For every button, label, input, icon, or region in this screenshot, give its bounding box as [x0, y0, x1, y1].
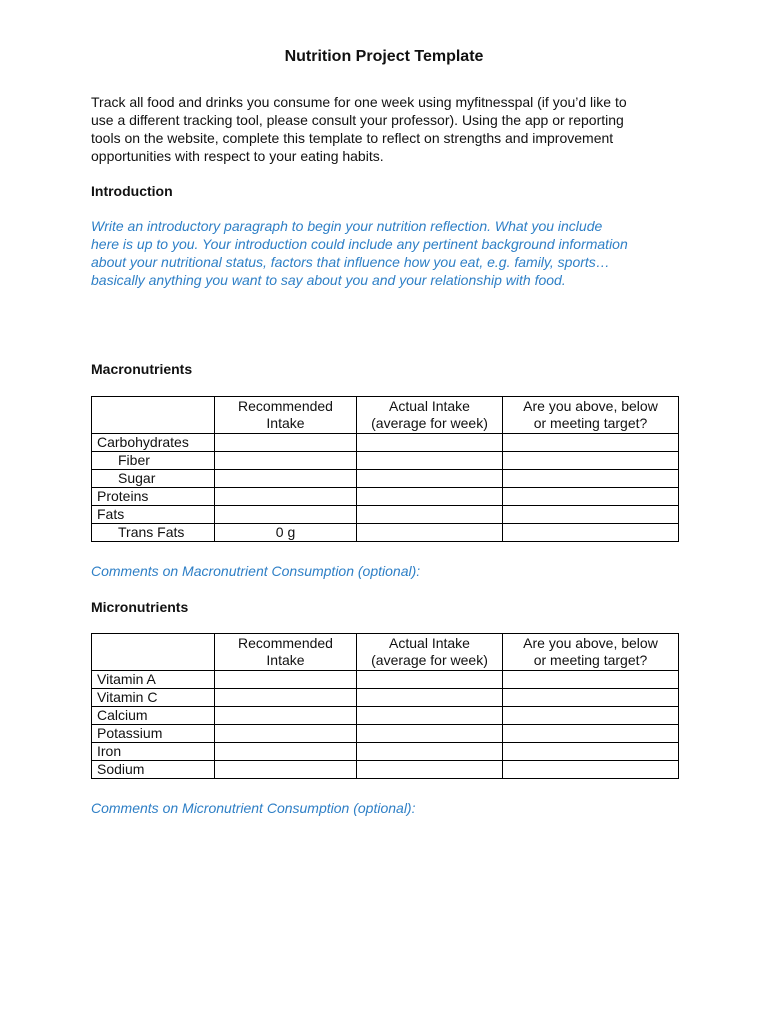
- row-label-fiber: Fiber: [92, 452, 215, 470]
- recommended-cell[interactable]: [215, 689, 357, 707]
- header-cell-actual: [357, 397, 503, 434]
- actual-cell[interactable]: [357, 743, 503, 761]
- actual-cell[interactable]: [357, 524, 503, 542]
- recommended-cell[interactable]: [215, 725, 357, 743]
- table-header-row: [92, 397, 679, 434]
- micronutrient-comments-prompt[interactable]: Comments on Micronutrient Consumption (optional):: [91, 800, 416, 816]
- recommended-cell[interactable]: [215, 434, 357, 452]
- header-cell-actual: [357, 634, 503, 671]
- recommended-cell[interactable]: [215, 488, 357, 506]
- actual-cell[interactable]: [357, 470, 503, 488]
- table-row: [92, 524, 679, 542]
- recommended-cell[interactable]: [215, 761, 357, 779]
- instructions-line: use a different tracking tool, please consult your professor). Using the app or reporting: [91, 112, 624, 128]
- actual-cell[interactable]: [357, 452, 503, 470]
- header-cell-nutrient: [92, 634, 215, 671]
- row-label-vitamin-a: Vitamin A: [92, 671, 215, 689]
- header-text: (average for week): [371, 652, 488, 668]
- table-row: [92, 506, 679, 524]
- header-text: (average for week): [371, 415, 488, 431]
- recommended-cell[interactable]: [215, 671, 357, 689]
- table-row: [92, 761, 679, 779]
- status-cell[interactable]: [503, 707, 679, 725]
- table-row: [92, 470, 679, 488]
- macronutrients-heading: Macronutrients: [91, 361, 193, 377]
- row-label-fats: Fats: [92, 506, 215, 524]
- table-row: [92, 725, 679, 743]
- table-row: [92, 743, 679, 761]
- table-row: [92, 488, 679, 506]
- table-row: [92, 689, 679, 707]
- header-text: Actual Intake: [389, 398, 470, 414]
- row-label-calcium: Calcium: [92, 707, 215, 725]
- actual-cell[interactable]: [357, 506, 503, 524]
- header-text: or meeting target?: [533, 415, 648, 431]
- header-cell-nutrient: [92, 397, 215, 434]
- header-text: or meeting target?: [533, 652, 648, 668]
- actual-cell[interactable]: [357, 671, 503, 689]
- recommended-cell[interactable]: [215, 452, 357, 470]
- recommended-cell[interactable]: [215, 506, 357, 524]
- row-label-trans-fats: Trans Fats: [92, 524, 215, 542]
- status-cell[interactable]: [503, 761, 679, 779]
- table-row: [92, 671, 679, 689]
- header-cell-recommended: [215, 397, 357, 434]
- status-cell[interactable]: [503, 524, 679, 542]
- row-label-sodium: Sodium: [92, 761, 215, 779]
- recommended-cell[interactable]: [215, 743, 357, 761]
- actual-cell[interactable]: [357, 707, 503, 725]
- row-label-vitamin-c: Vitamin C: [92, 689, 215, 707]
- macronutrient-comments-prompt[interactable]: Comments on Macronutrient Consumption (optional):: [91, 563, 421, 579]
- status-cell[interactable]: [503, 470, 679, 488]
- row-label-carbohydrates: Carbohydrates: [92, 434, 215, 452]
- header-cell-status: [503, 634, 679, 671]
- recommended-cell[interactable]: [215, 707, 357, 725]
- instructions-paragraph: [91, 93, 681, 165]
- header-text: Intake: [266, 652, 305, 668]
- recommended-cell[interactable]: [215, 470, 357, 488]
- header-text: Actual Intake: [389, 635, 470, 651]
- header-cell-recommended: [215, 634, 357, 671]
- introduction-prompt-line: basically anything you want to say about you and your relationship with food.: [91, 272, 566, 288]
- header-text: Are you above, below: [523, 398, 658, 414]
- row-label-sugar: Sugar: [92, 470, 215, 488]
- micronutrients-heading: Micronutrients: [91, 599, 189, 615]
- row-label-iron: Iron: [92, 743, 215, 761]
- introduction-prompt-line: Write an introductory paragraph to begin your nutrition reflection. What you include: [91, 218, 603, 234]
- introduction-prompt-line: about your nutritional status, factors that influence how you eat, e.g. family, sports…: [91, 254, 610, 270]
- row-label-potassium: Potassium: [92, 725, 215, 743]
- status-cell[interactable]: [503, 452, 679, 470]
- header-text: Are you above, below: [523, 635, 658, 651]
- table-header-row: [92, 634, 679, 671]
- table-row: [92, 452, 679, 470]
- header-cell-status: [503, 397, 679, 434]
- table-row: [92, 434, 679, 452]
- status-cell[interactable]: [503, 434, 679, 452]
- instructions-line: tools on the website, complete this template to reflect on strengths and improvement: [91, 130, 614, 146]
- status-cell[interactable]: [503, 689, 679, 707]
- header-text: Recommended: [238, 398, 333, 414]
- document-title: Nutrition Project Template: [284, 48, 484, 65]
- actual-cell[interactable]: [357, 488, 503, 506]
- actual-cell[interactable]: [357, 761, 503, 779]
- micronutrients-table: [91, 633, 679, 779]
- actual-cell[interactable]: [357, 689, 503, 707]
- status-cell[interactable]: [503, 671, 679, 689]
- introduction-prompt-line: here is up to you. Your introduction could include any pertinent background information: [91, 236, 628, 252]
- macronutrients-table: [91, 396, 679, 542]
- header-text: Recommended: [238, 635, 333, 651]
- status-cell[interactable]: [503, 725, 679, 743]
- status-cell[interactable]: [503, 488, 679, 506]
- actual-cell[interactable]: [357, 434, 503, 452]
- introduction-heading: Introduction: [91, 183, 173, 199]
- recommended-cell[interactable]: 0 g: [215, 524, 357, 542]
- table-row: [92, 707, 679, 725]
- row-label-proteins: Proteins: [92, 488, 215, 506]
- instructions-line: opportunities with respect to your eating habits.: [91, 148, 384, 164]
- header-text: Intake: [266, 415, 305, 431]
- instructions-line: Track all food and drinks you consume for one week using myfitnesspal (if you’d like to: [91, 94, 627, 110]
- status-cell[interactable]: [503, 506, 679, 524]
- actual-cell[interactable]: [357, 725, 503, 743]
- status-cell[interactable]: [503, 743, 679, 761]
- introduction-prompt[interactable]: [91, 217, 691, 289]
